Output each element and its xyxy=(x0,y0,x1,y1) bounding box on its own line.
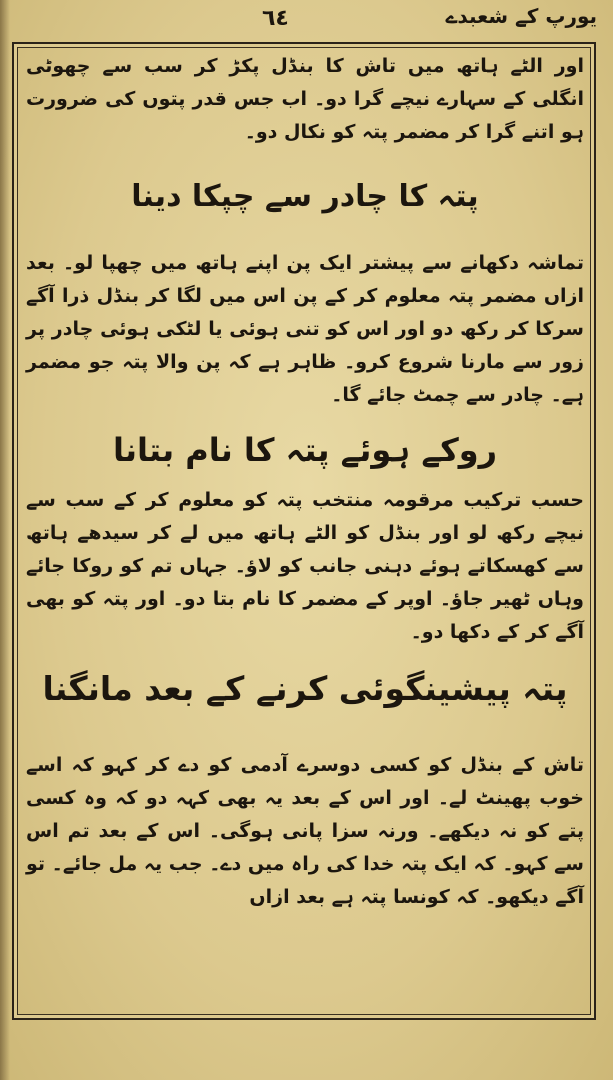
page-header xyxy=(0,2,613,42)
heading-name-stopped-card: روکے ہوئے پتہ کا نام بتانا xyxy=(112,431,497,469)
page-number: ٦٤ xyxy=(262,6,289,31)
paragraph-prediction: تاش کے بنڈل کو کسی دوسرے آدمی کو دے کر کہو کہ اسے خوب پھینٹ لے۔ اور اس کے بعد یہ بھی کہہ دو کہ وہ کسی پتے کو نہ دیکھے۔ ورنہ سزا پانی ہوگی۔ اس کے بعد تم اس سے کہو۔ کہ ایک پتہ خدا کی راہ میں دے۔ جب یہ مل جائے۔ تو آگے دیکھو۔ کہ کونسا پتہ ہے بعد ازاں xyxy=(26,754,584,908)
paragraph-name-stopped-card: حسب ترکیب مرقومہ منتخب پتہ کو معلوم کر کے سب سے نیچے رکھ لو اور بنڈل کو الٹے ہاتھ میں لے کر سیدھے ہاتھ سے کھسکاتے ہوئے دہنی جانب کو لاؤ۔ جہاں تم کو روکا جائے وہاں ٹھیر جاؤ۔ اوپر کے مضمر کا نام بتا دو۔ اور پتہ کو بھی آگے کر کے دکھا دو۔ xyxy=(26,489,584,643)
heading-stick-card-to-sheet: پتہ کا چادر سے چپکا دینا xyxy=(131,179,479,214)
paragraph-intro: اور الٹے ہاتھ میں تاش کا بنڈل پکڑ کر سب سے چھوٹی انگلی کے سہارے نیچے گرا دو۔ اب جس قدر پتوں کی ضرورت ہو اتنے گرا کر مضمر پتہ کو نکال دو۔ xyxy=(26,55,584,143)
page-content xyxy=(22,50,588,1012)
paragraph-stick-card: تماشہ دکھانے سے پیشتر ایک پن اپنے ہاتھ میں چھپا لو۔ بعد ازاں مضمر پتہ معلوم کر کے پن اس میں لگا کر بنڈل ذرا آگے سرکا کر رکھ دو اور اس کو تنی ہوئی یا لٹکی ہوئی چادر پر زور سے مارنا شروع کرو۔ ظاہر ہے کہ پن والا پتہ جو مضمر ہے۔ چادر سے چمٹ جائے گا۔ xyxy=(26,252,584,406)
running-title: یورپ کے شعبدے xyxy=(445,4,597,28)
page-edge-shadow xyxy=(0,0,10,1080)
heading-prediction-card: پتہ پیشینگوئی کرنے کے بعد مانگنا xyxy=(42,669,568,708)
